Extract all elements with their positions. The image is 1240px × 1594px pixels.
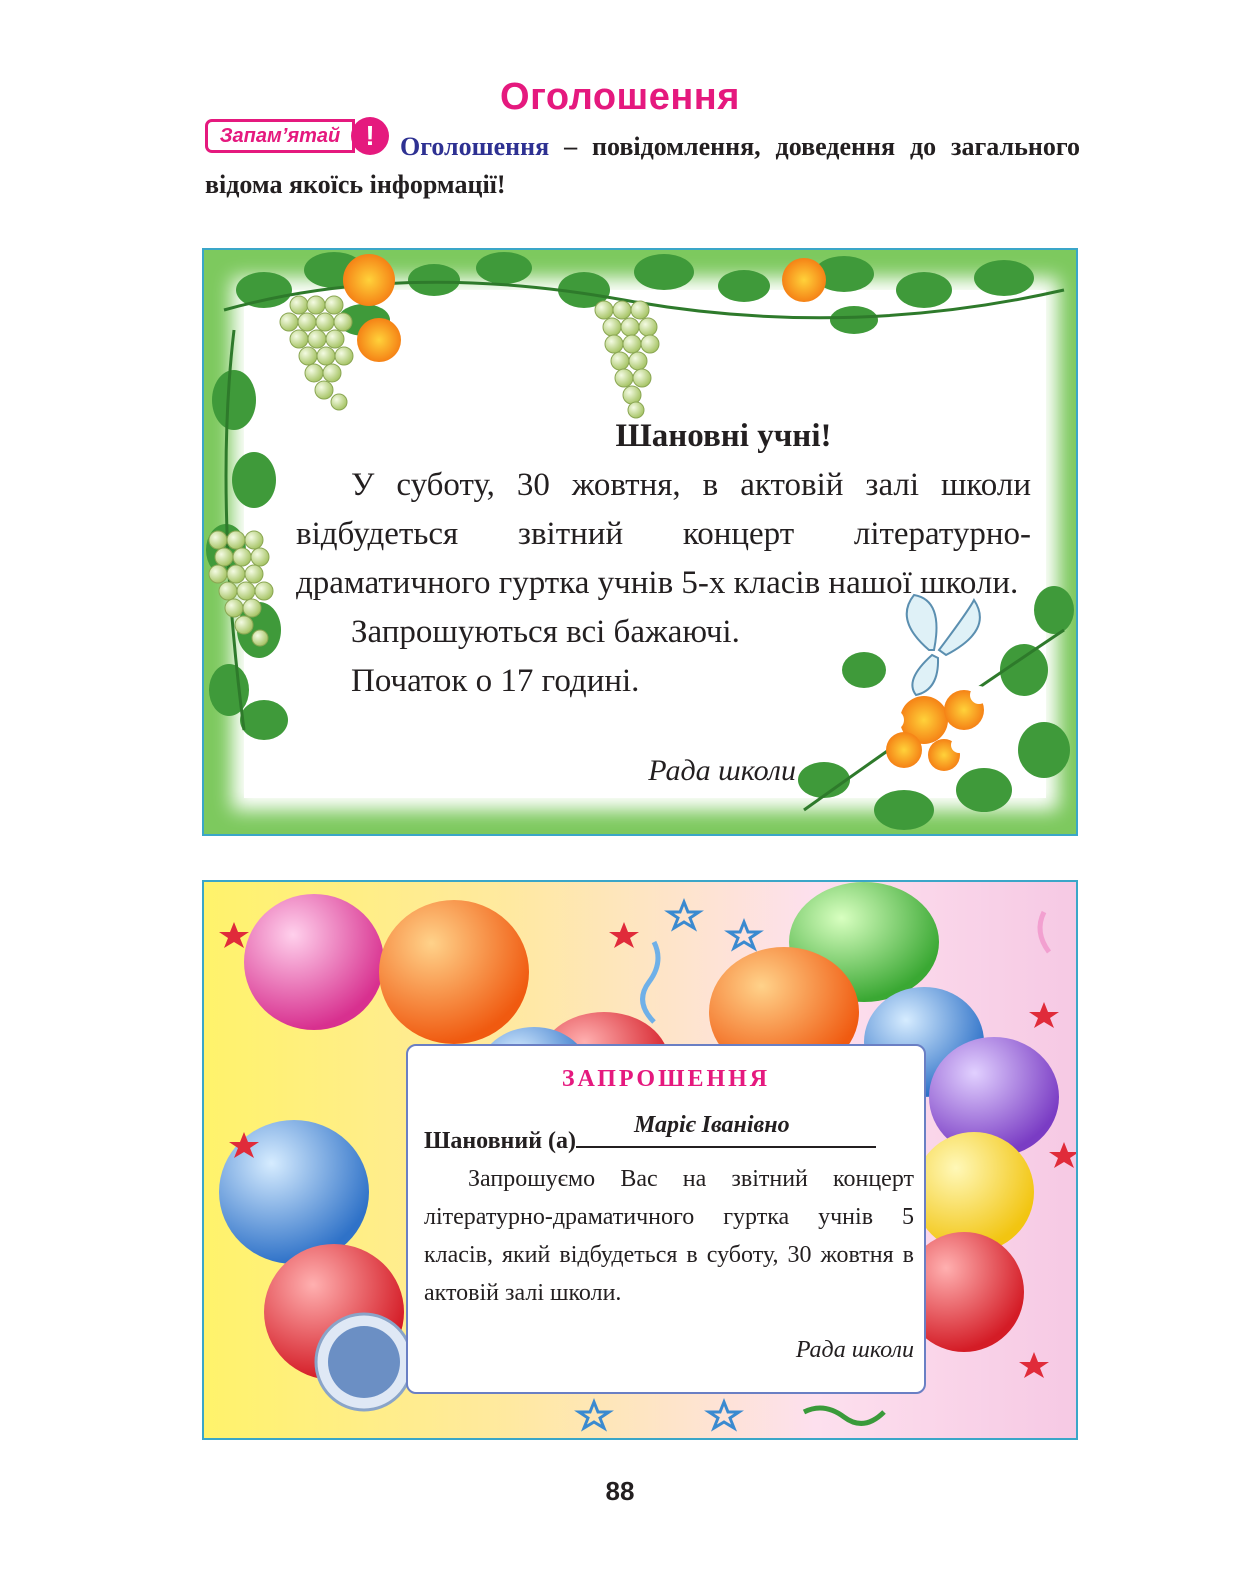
- definition-text: [205, 128, 1080, 204]
- announcement-paragraph: Початок о 17 годині.: [351, 663, 640, 699]
- page-number: 88: [605, 1476, 635, 1506]
- invitation-text: Запрошуємо Вас на звітний концерт літературно-драматичного гуртка учнів 5 класів, який відбудеться в суботу, 30 жовтня в актовій залі школи.: [424, 1166, 914, 1306]
- invitation-card: [202, 880, 1078, 1440]
- announcement-paragraph: У суботу, 30 жовтня, в актовій залі школи відбудеться звітний концерт літературно-драматичного гуртка учнів 5-х класів нашої школи.: [296, 467, 1031, 601]
- announcement-paragraph: Запрошуються всі бажаючі.: [351, 614, 740, 650]
- definition-body: – повідомлення, доведення до загального відома якоїсь інформації!: [205, 132, 1080, 199]
- remember-badge-label: Запам’ятай: [205, 119, 355, 153]
- invitation-salutation: [424, 1112, 914, 1160]
- invitation-title: ЗАПРОШЕННЯ: [561, 1066, 771, 1092]
- announcement-card: [202, 248, 1078, 836]
- exclamation-icon: !: [351, 117, 389, 155]
- invitation-paper: [406, 1044, 926, 1394]
- salutation-label: Шановний (а): [424, 1128, 577, 1154]
- addressee-handwritten: Маріє Іванівно: [634, 1112, 790, 1138]
- page-title: Оголошення: [500, 76, 740, 118]
- invitation-signature: Рада школи: [795, 1337, 914, 1363]
- addressee-line: [576, 1112, 876, 1148]
- invitation-body: [424, 1112, 914, 1312]
- announcement-body: [296, 412, 1031, 706]
- announcement-signature: Рада школи: [648, 754, 796, 787]
- definition-term: Оголошення: [400, 132, 550, 161]
- announcement-heading: Шановні учні!: [615, 418, 832, 454]
